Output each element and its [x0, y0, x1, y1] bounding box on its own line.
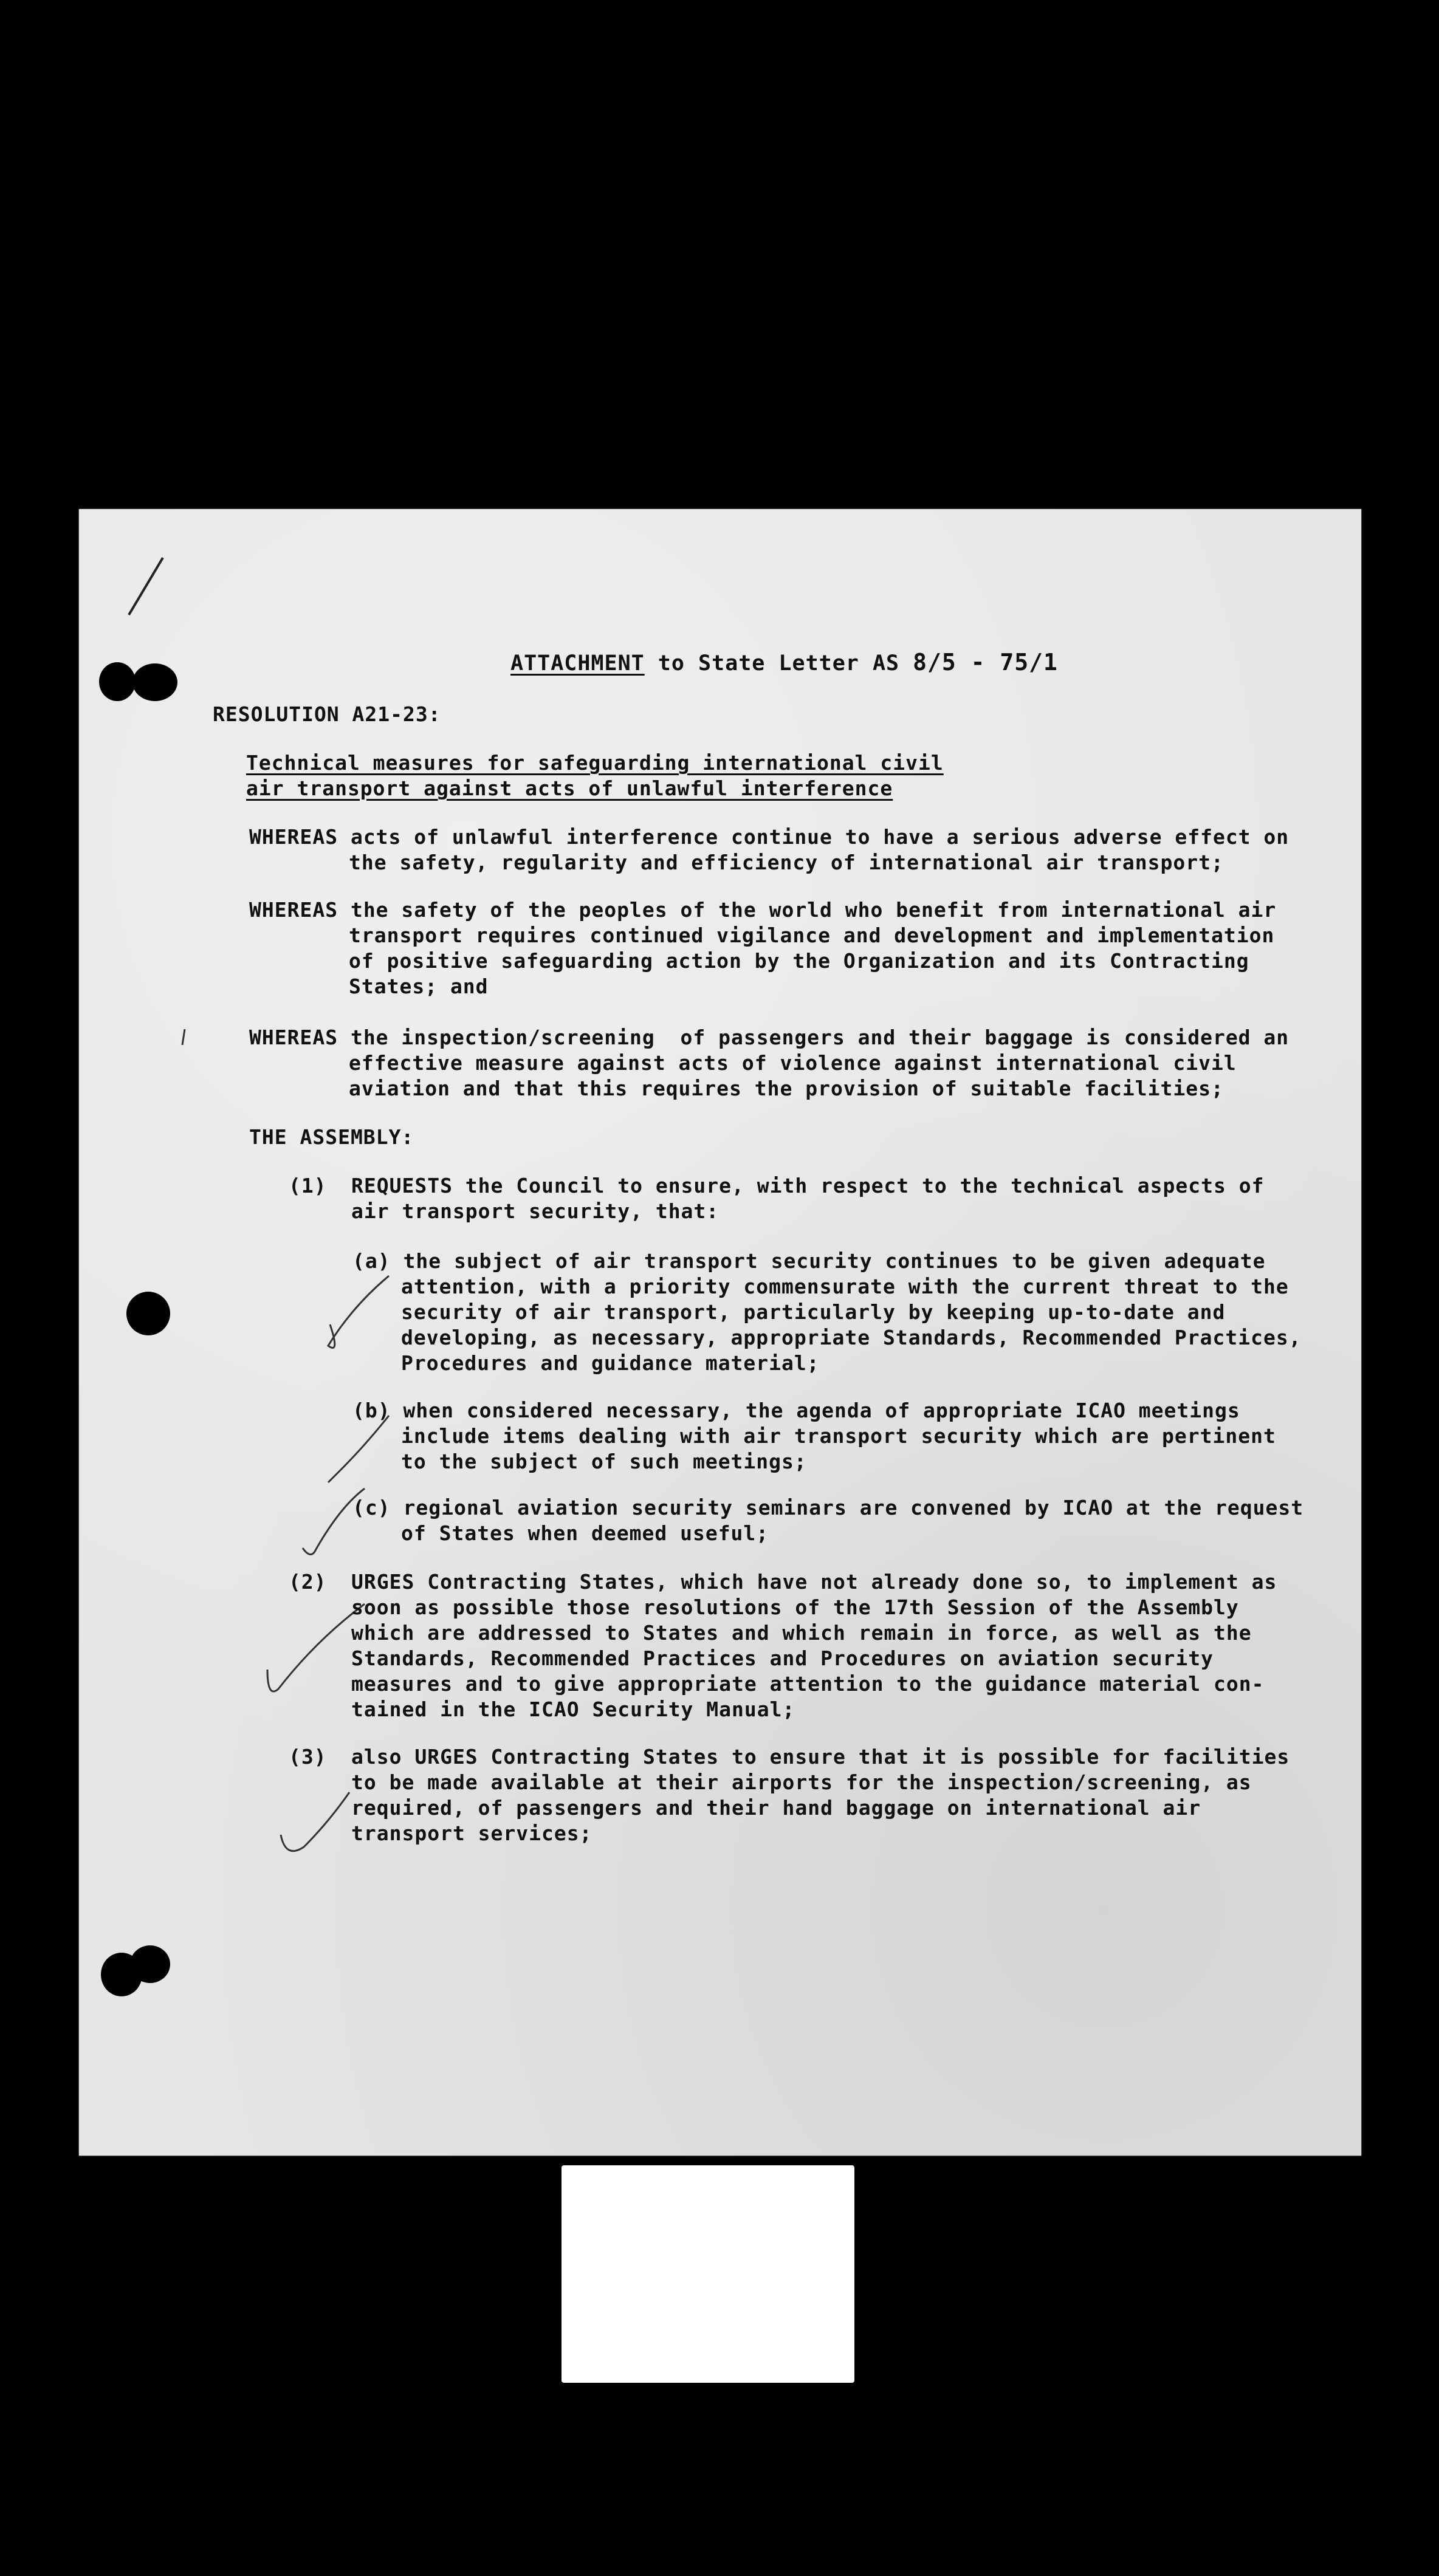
blank-target-card	[562, 2165, 854, 2383]
document-header	[510, 650, 1058, 676]
clause-3-line-1: also URGES Contracting States to ensure that it is possible for facilities	[351, 1745, 1290, 1769]
punch-hole-top	[99, 662, 136, 701]
punch-hole-middle	[126, 1292, 170, 1335]
subject-line-2: air transport against acts of unlawful interference	[246, 776, 893, 800]
punch-hole-top-adjacent	[132, 663, 177, 701]
clause-3-line-4: transport services;	[351, 1821, 592, 1845]
resolution-label: RESOLUTION A21-23:	[213, 702, 441, 726]
clause-1-number: (1)	[289, 1174, 327, 1197]
whereas-2-line-3: of positive safeguarding action by the Organization and its Contracting	[349, 949, 1249, 973]
clause-2-line-4: Standards, Recommended Practices and Procedures on aviation security	[351, 1646, 1214, 1670]
subclause-letter: (b)	[352, 1399, 391, 1422]
whereas-keyword: WHEREAS	[249, 825, 338, 849]
subclause-a-line-3: security of air transport, particularly by keeping up-to-date and	[401, 1300, 1226, 1324]
whereas-2-line-2: transport requires continued vigilance and development and implementation	[349, 923, 1275, 947]
whereas-2	[249, 898, 1276, 922]
whereas-1-line-2: the safety, regularity and efficiency of international air transport;	[349, 851, 1224, 874]
clause-3-line-3: required, of passengers and their hand baggage on international air	[351, 1796, 1201, 1820]
subclause-letter: (c)	[352, 1496, 391, 1519]
clause-2-number: (2)	[289, 1570, 327, 1594]
subclause-c	[352, 1496, 1303, 1520]
whereas-text: the safety of the peoples of the world who benefit from international air	[338, 898, 1277, 922]
clause-1-line-1: REQUESTS the Council to ensure, with respect to the technical aspects of	[351, 1174, 1265, 1197]
subclause-b	[352, 1399, 1240, 1423]
clause-1-line-2: air transport security, that:	[351, 1199, 720, 1223]
whereas-1	[249, 825, 1289, 849]
assembly-label: THE ASSEMBLY:	[249, 1125, 414, 1149]
letter-reference: 8/5 - 75/1	[913, 649, 1058, 676]
whereas-2-line-4: States; and	[349, 975, 489, 998]
whereas-text: acts of unlawful interference continue to have a serious adverse effect on	[338, 825, 1290, 849]
header-text: to State Letter AS	[644, 651, 913, 676]
subclause-a-line-2: attention, with a priority commensurate with the current threat to the	[401, 1275, 1289, 1298]
clause-2-line-3: which are addressed to States and which remain in force, as well as the	[351, 1621, 1252, 1645]
subject-line-1: Technical measures for safeguarding international civil	[246, 751, 944, 775]
subclause-letter: (a)	[352, 1249, 391, 1273]
subclause-a	[352, 1249, 1265, 1273]
clause-2-line-1: URGES Contracting States, which have not already done so, to implement as	[351, 1570, 1277, 1594]
attachment-label: ATTACHMENT	[510, 651, 645, 676]
subclause-b-line-3: to the subject of such meetings;	[401, 1450, 807, 1473]
subclause-a-line-4: developing, as necessary, appropriate Standards, Recommended Practices,	[401, 1326, 1302, 1349]
clause-2-line-2: soon as possible those resolutions of the 17th Session of the Assembly	[351, 1595, 1239, 1619]
subclause-a-line-5: Procedures and guidance material;	[401, 1351, 820, 1375]
whereas-keyword: WHEREAS	[249, 898, 338, 922]
clause-2-line-6: tained in the ICAO Security Manual;	[351, 1697, 795, 1721]
whereas-keyword: WHEREAS	[249, 1026, 338, 1049]
whereas-3-line-3: aviation and that this requires the provision of suitable facilities;	[349, 1077, 1224, 1100]
subclause-text: when considered necessary, the agenda of appropriate ICAO meetings	[390, 1399, 1240, 1422]
clause-3-number: (3)	[289, 1745, 327, 1769]
subclause-b-line-2: include items dealing with air transport security which are pertinent	[401, 1424, 1276, 1448]
subclause-text: the subject of air transport security continues to be given adequate	[390, 1249, 1266, 1273]
whereas-3	[249, 1026, 1289, 1050]
whereas-text: the inspection/screening of passengers and their baggage is considered an	[338, 1026, 1290, 1049]
punch-hole-bottom-adjacent	[130, 1945, 170, 1983]
clause-2-line-5: measures and to give appropriate attention to the guidance material con-	[351, 1672, 1265, 1696]
subclause-c-line-2: of States when deemed useful;	[401, 1521, 769, 1545]
whereas-3-line-2: effective measure against acts of violence against international civil	[349, 1051, 1237, 1075]
clause-3-line-2: to be made available at their airports for the inspection/screening, as	[351, 1770, 1252, 1794]
subclause-text: regional aviation security seminars are convened by ICAO at the request	[390, 1496, 1304, 1519]
